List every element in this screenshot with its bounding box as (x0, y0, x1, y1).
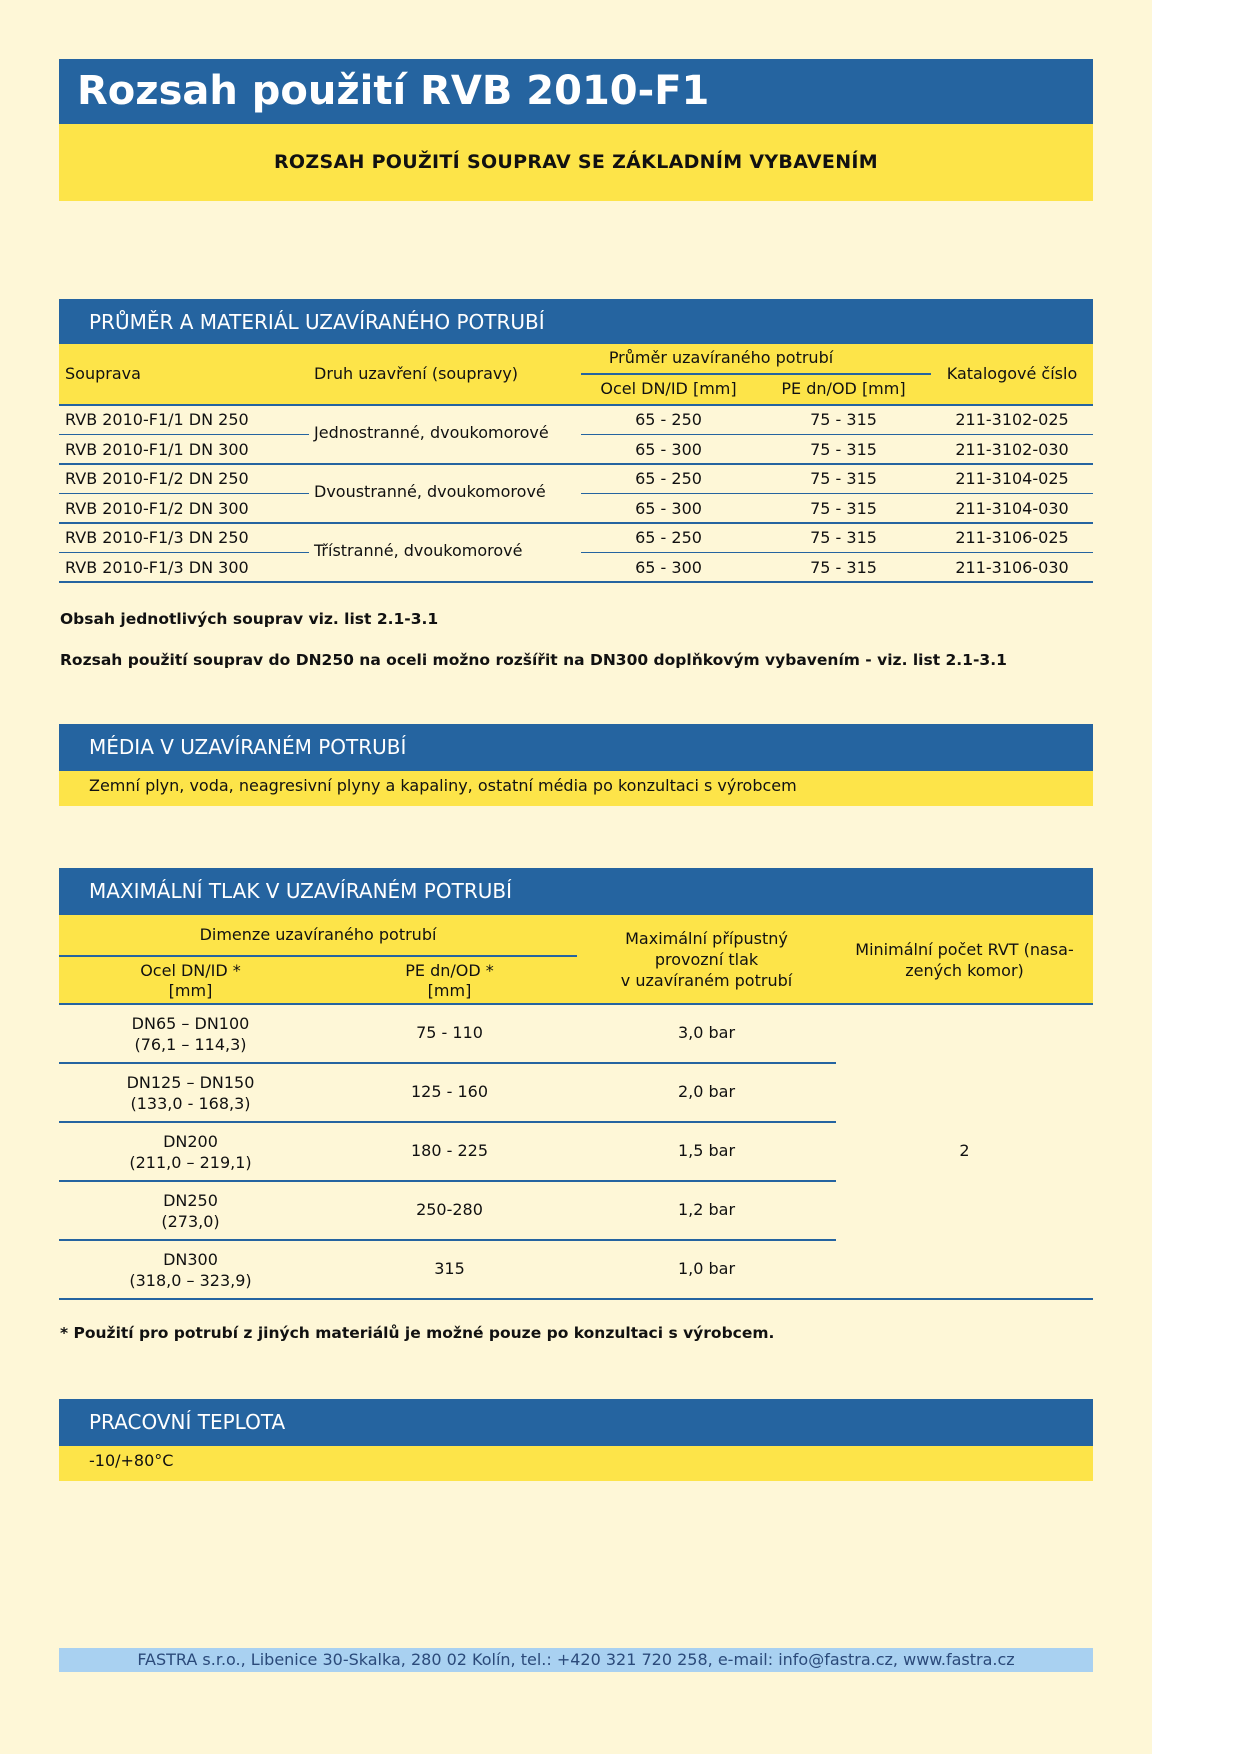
table2-bottom-line (59, 1298, 1093, 1300)
section-heading-teplota: PRACOVNÍ TEPLOTA (59, 1399, 1093, 1446)
cell-pe: 75 - 315 (810, 498, 877, 518)
cell-pe: 315 (434, 1259, 465, 1278)
table-row (59, 523, 1093, 553)
rvt-value: 2 (959, 1141, 970, 1160)
page-subtitle: ROZSAH POUŽITÍ SOUPRAV SE ZÁKLADNÍM VYBAVENÍM (59, 124, 1093, 201)
cell-tlak: 1,2 bar (677, 1200, 736, 1219)
col-tlak (577, 928, 836, 991)
col-dimenze: Dimenze uzavíraného potrubí (199, 925, 437, 944)
cell-dn-range: (318,0 – 323,9) (129, 1271, 252, 1290)
col-tlak-line2: provozní tlak (654, 950, 759, 969)
col-rvt-line1: Minimální počet RVT (nasa- (855, 940, 1074, 959)
col-tlak-line1: Maximální přípustný (625, 929, 788, 948)
cell-dn-range: (211,0 – 219,1) (129, 1153, 252, 1172)
cell-katalog: 211-3106-030 (955, 557, 1069, 577)
cell-dn: DN300 (163, 1250, 218, 1269)
cell-druh: Třístranné, dvoukomorové (314, 541, 523, 560)
cell-souprava: RVB 2010-F1/1 DN 300 (65, 439, 249, 459)
cell-katalog: 211-3104-025 (955, 469, 1069, 488)
cell-tlak: 2,0 bar (677, 1082, 736, 1101)
cell-tlak: 1,5 bar (677, 1141, 736, 1160)
note-obsah: Obsah jednotlivých souprav viz. list 2.1-3.1 (60, 610, 439, 628)
cell-dn: DN65 – DN100 (131, 1014, 250, 1033)
cell-ocel (59, 1249, 322, 1291)
cell-pe: 75 - 315 (810, 557, 877, 577)
table-row (59, 435, 1093, 465)
footer-contact: FASTRA s.r.o., Libenice 30-Skalka, 280 02 Kolín, tel.: +420 321 720 258, e-mail: info@fastra.cz, www.fastra.cz (59, 1648, 1093, 1672)
cell-pe: 75 - 110 (416, 1023, 483, 1042)
section-heading-tlak: MAXIMÁLNÍ TLAK V UZAVÍRANÉM POTRUBÍ (59, 868, 1093, 915)
col-ocel: Ocel DN/ID [mm] (600, 379, 737, 398)
col-katalog: Katalogové číslo (946, 364, 1078, 383)
table-row (59, 1181, 836, 1240)
cell-katalog: 211-3106-025 (955, 528, 1069, 547)
col-druh: Druh uzavření (soupravy) (314, 364, 519, 383)
table1-header (59, 344, 1093, 404)
col-pe (322, 961, 577, 1001)
cell-pe: 125 - 160 (410, 1082, 489, 1101)
cell-dn-range: (76,1 – 114,3) (134, 1035, 247, 1054)
col-ocel-line1: Ocel DN/ID * (140, 961, 241, 980)
cell-ocel: 65 - 250 (635, 528, 702, 547)
col-ocel (59, 961, 322, 1001)
cell-pe: 250-280 (416, 1200, 483, 1219)
cell-druh: Jednostranné, dvoukomorové (314, 423, 549, 442)
col-rvt-line2: zených komor) (905, 961, 1024, 980)
header-divider (581, 373, 931, 375)
col-rvt (836, 939, 1093, 981)
cell-tlak: 3,0 bar (677, 1023, 736, 1042)
section-heading-media: MÉDIA V UZAVÍRANÉM POTRUBÍ (59, 724, 1093, 771)
col-souprava: Souprava (65, 364, 141, 383)
note-materials: * Použití pro potrubí z jiných materiálů je možné pouze po konzultaci s výrobcem. (60, 1324, 775, 1342)
col-tlak-line3: v uzavíraném potrubí (620, 971, 793, 990)
cell-pe: 75 - 315 (810, 469, 877, 488)
cell-ocel (59, 1072, 322, 1114)
cell-tlak: 1,0 bar (677, 1259, 736, 1278)
cell-ocel (59, 1190, 322, 1232)
cell-ocel: 65 - 300 (635, 439, 702, 459)
col-pe-line2: [mm] (427, 981, 472, 1000)
table-row (59, 494, 1093, 524)
cell-ocel: 65 - 300 (635, 557, 702, 577)
cell-souprava: RVB 2010-F1/1 DN 250 (65, 410, 249, 429)
table-row (59, 1004, 836, 1063)
table2-header (59, 915, 1093, 1003)
media-text: Zemní plyn, voda, neagresivní plyny a kapaliny, ostatní média po konzultaci s výrobcem (59, 771, 1093, 806)
table-row (59, 1122, 836, 1181)
cell-ocel: 65 - 250 (635, 410, 702, 429)
table-row (59, 464, 1093, 494)
cell-katalog: 211-3102-030 (955, 439, 1069, 459)
cell-dn-range: (273,0) (161, 1212, 220, 1231)
cell-ocel (59, 1131, 322, 1173)
cell-ocel: 65 - 250 (635, 469, 702, 488)
col-pe: PE dn/OD [mm] (781, 379, 906, 398)
cell-pe: 180 - 225 (410, 1141, 489, 1160)
table-row (59, 1063, 836, 1122)
cell-pe: 75 - 315 (810, 410, 877, 429)
header-divider (59, 955, 577, 957)
cell-souprava: RVB 2010-F1/3 DN 250 (65, 528, 249, 547)
col-pe-line1: PE dn/OD * (405, 961, 494, 980)
row-divider (59, 581, 1093, 583)
cell-pe: 75 - 315 (810, 528, 877, 547)
cell-souprava: RVB 2010-F1/3 DN 300 (65, 557, 249, 577)
page-title: Rozsah použití RVB 2010-F1 (59, 59, 1093, 124)
cell-dn-range: (133,0 - 168,3) (130, 1094, 251, 1113)
cell-souprava: RVB 2010-F1/2 DN 250 (65, 469, 249, 488)
table-row (59, 553, 1093, 583)
cell-katalog: 211-3104-030 (955, 498, 1069, 518)
cell-souprava: RVB 2010-F1/2 DN 300 (65, 498, 249, 518)
cell-dn: DN250 (163, 1191, 218, 1210)
cell-pe: 75 - 315 (810, 439, 877, 459)
col-prumer: Průměr uzavíraného potrubí (608, 348, 834, 367)
teplota-text: -10/+80°C (59, 1446, 1093, 1481)
cell-ocel (59, 1013, 322, 1055)
cell-katalog: 211-3102-025 (955, 410, 1069, 429)
table-row (59, 1240, 836, 1299)
cell-dn: DN125 – DN150 (126, 1073, 255, 1092)
col-ocel-line2: [mm] (168, 981, 213, 1000)
cell-ocel: 65 - 300 (635, 498, 702, 518)
cell-druh: Dvoustranné, dvoukomorové (314, 482, 546, 501)
section-heading-prumer: PRŮMĚR A MATERIÁL UZAVÍRANÉHO POTRUBÍ (59, 299, 1093, 346)
note-rozsah: Rozsah použití souprav do DN250 na oceli možno rozšířit na DN300 doplňkovým vybavením - viz. list 2.1-3.1 (60, 651, 1007, 669)
cell-dn: DN200 (163, 1132, 218, 1151)
table-row (59, 405, 1093, 435)
